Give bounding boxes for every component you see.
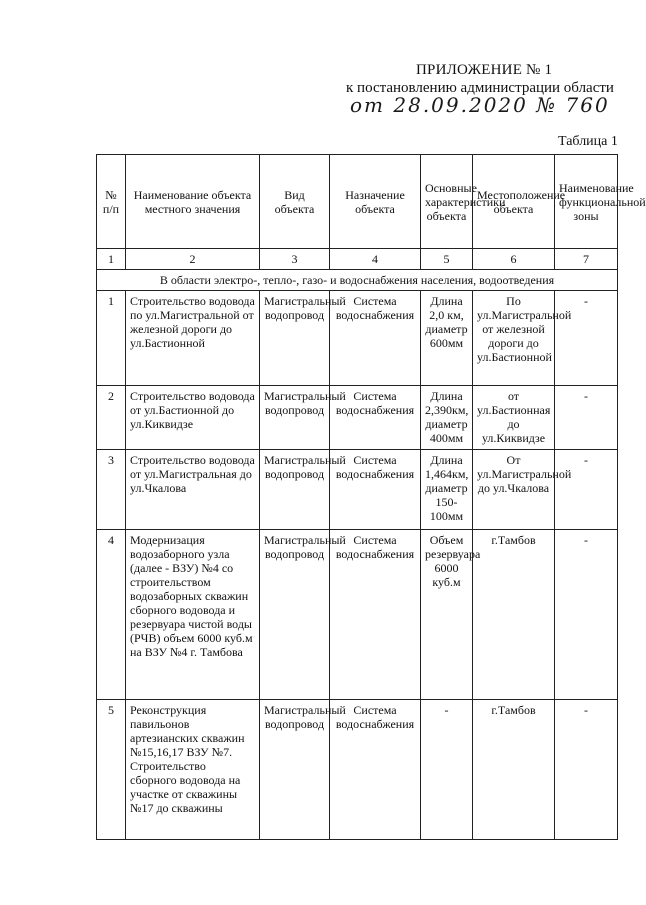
table-row bbox=[97, 530, 618, 700]
appendix-title: ПРИЛОЖЕНИЕ № 1 bbox=[416, 62, 553, 78]
object-characteristics: Объем резервуара 6000 куб.м bbox=[421, 530, 473, 700]
object-name: Строительство водовода от ул.Магистральная до ул.Чкалова bbox=[126, 450, 260, 530]
object-name: Модернизация водозаборного узла (далее - ВЗУ) №4 со строительством водозаборных скважин сборного водовода и резервуара чистой воды (РЧВ) объем 6000 куб.м на ВЗУ №4 г. Тамбова bbox=[126, 530, 260, 700]
object-name: Строительство водовода от ул.Бастионной до ул.Киквидзе bbox=[126, 386, 260, 450]
object-purpose: Система водоснабжения bbox=[330, 386, 421, 450]
column-header-type: Вид объекта bbox=[260, 155, 330, 249]
row-number: 1 bbox=[97, 291, 126, 386]
table-row bbox=[97, 291, 618, 386]
object-type: Магистральный водопровод bbox=[260, 700, 330, 840]
column-header-characteristics: Основные характеристики объекта bbox=[421, 155, 473, 249]
column-header-location: Местоположение объекта bbox=[473, 155, 555, 249]
object-type: Магистральный водопровод bbox=[260, 291, 330, 386]
object-characteristics: Длина 2,390км, диаметр 400мм bbox=[421, 386, 473, 450]
functional-zone: - bbox=[555, 700, 618, 840]
table-row bbox=[97, 386, 618, 450]
table-header-row bbox=[97, 155, 618, 249]
row-number: 5 bbox=[97, 700, 126, 840]
document-header bbox=[0, 0, 640, 150]
table-row bbox=[97, 700, 618, 840]
column-number: 4 bbox=[330, 249, 421, 270]
object-purpose: Система водоснабжения bbox=[330, 530, 421, 700]
handwritten-date: от 28.09.2020 № 760 bbox=[350, 93, 610, 117]
section-heading: В области электро-, тепло-, газо- и водоснабжения населения, водоотведения bbox=[97, 270, 618, 291]
row-number: 3 bbox=[97, 450, 126, 530]
functional-zone: - bbox=[555, 386, 618, 450]
object-type: Магистральный водопровод bbox=[260, 450, 330, 530]
object-type: Магистральный водопровод bbox=[260, 386, 330, 450]
object-purpose: Система водоснабжения bbox=[330, 700, 421, 840]
object-name: Реконструкция павильонов артезианских скважин №15,16,17 ВЗУ №7. Строительство сборного водовода на участке от скважины №17 до скважины bbox=[126, 700, 260, 840]
appendix-subtitle: к постановлению администрации области bbox=[346, 80, 614, 96]
object-name: Строительство водовода по ул.Магистральной от железной дороги до ул.Бастионной bbox=[126, 291, 260, 386]
object-type: Магистральный водопровод bbox=[260, 530, 330, 700]
column-number: 3 bbox=[260, 249, 330, 270]
column-header-name: Наименование объекта местного значения bbox=[126, 155, 260, 249]
column-header-num: № п/п bbox=[97, 155, 126, 249]
row-number: 2 bbox=[97, 386, 126, 450]
object-characteristics: - bbox=[421, 700, 473, 840]
column-header-purpose: Назначение объекта bbox=[330, 155, 421, 249]
functional-zone: - bbox=[555, 450, 618, 530]
object-purpose: Система водоснабжения bbox=[330, 291, 421, 386]
object-characteristics: Длина 1,464км, диаметр 150-100мм bbox=[421, 450, 473, 530]
column-header-zone: Наименование функциональной зоны bbox=[555, 155, 618, 249]
column-number: 5 bbox=[421, 249, 473, 270]
object-location: г.Тамбов bbox=[473, 530, 555, 700]
objects-table bbox=[96, 154, 646, 840]
object-location: От ул.Магистральной до ул.Чкалова bbox=[473, 450, 555, 530]
functional-zone: - bbox=[555, 291, 618, 386]
object-purpose: Система водоснабжения bbox=[330, 450, 421, 530]
column-number: 7 bbox=[555, 249, 618, 270]
column-number-row bbox=[97, 249, 618, 270]
object-location: г.Тамбов bbox=[473, 700, 555, 840]
column-number: 2 bbox=[126, 249, 260, 270]
column-number: 1 bbox=[97, 249, 126, 270]
table-row bbox=[97, 450, 618, 530]
section-row bbox=[97, 270, 618, 291]
row-number: 4 bbox=[97, 530, 126, 700]
object-characteristics: Длина 2,0 км, диаметр 600мм bbox=[421, 291, 473, 386]
functional-zone: - bbox=[555, 530, 618, 700]
table-caption: Таблица 1 bbox=[558, 134, 618, 149]
column-number: 6 bbox=[473, 249, 555, 270]
object-location: от ул.Бастионная до ул.Киквидзе bbox=[473, 386, 555, 450]
object-location: По ул.Магистральной от железной дороги до ул.Бастионной bbox=[473, 291, 555, 386]
